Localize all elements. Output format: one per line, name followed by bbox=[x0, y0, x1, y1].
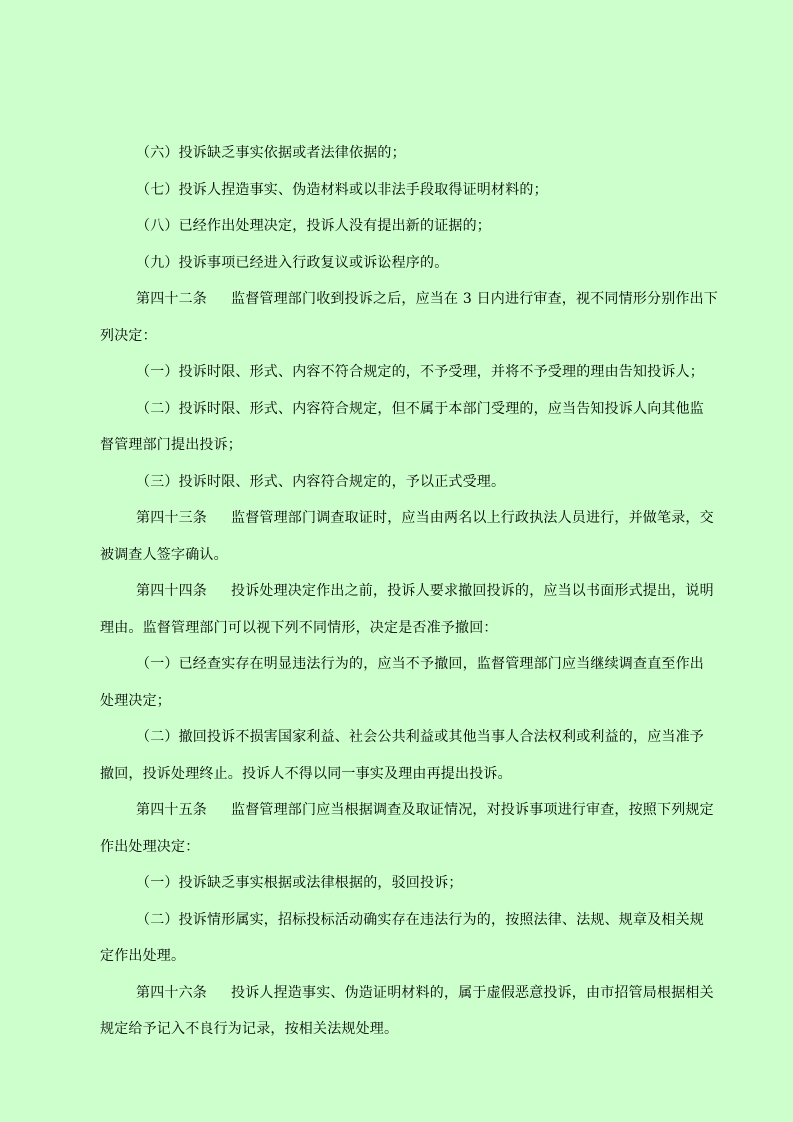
article-label: 第四十二条 bbox=[136, 291, 207, 307]
article-42-item-3: （三）投诉时限、形式、内容符合规定的，予以正式受理。 bbox=[136, 473, 506, 490]
article-label: 第四十四条 bbox=[136, 583, 207, 599]
article-42-item-2: （二）投诉时限、形式、内容符合规定，但不属于本部门受理的，应当告知投诉人向其他监 督管理部门提出投诉； bbox=[100, 400, 704, 453]
clause-8: （八）已经作出处理决定，投诉人没有提出新的证据的； bbox=[136, 218, 491, 234]
article-46 bbox=[100, 975, 714, 1048]
article-label: 第四十三条 bbox=[136, 510, 207, 526]
clause-6: （六）投诉缺乏事实依据或者法律依据的； bbox=[136, 145, 406, 161]
article-text-cont: 作出处理决定： bbox=[100, 838, 200, 855]
article-44-item-1: （一）已经查实存在明显违法行为的，应当不予撤回，监督管理部门应当继续调查直至作出 处理决定； bbox=[100, 656, 704, 709]
article-text: 投诉处理决定作出之前，投诉人要求撤回投诉的，应当以书面形式提出，说明 bbox=[231, 583, 714, 599]
clause-9: （九）投诉事项已经进入行政复议或诉讼程序的。 bbox=[136, 254, 449, 271]
article-text: 监督管理部门调查取证时，应当由两名以上行政执法人员进行，并做笔录，交 bbox=[231, 510, 714, 526]
article-45-item-2: （二）投诉情形属实，招标投标活动确实存在违法行为的，按照法律、法规、规章及相关规 定作出处理。 bbox=[100, 911, 704, 964]
article-text: 投诉人捏造事实、伪造证明材料的，属于虚假恶意投诉，由市招管局根据相关 bbox=[231, 984, 714, 1001]
article-text: 监督管理部门应当根据调查及取证情况，对投诉事项进行审查，按照下列规定 bbox=[231, 802, 714, 818]
article-43 bbox=[100, 500, 714, 573]
article-42-item-1: （一）投诉时限、形式、内容不符合规定的，不予受理，并将不予受理的理由告知投诉人； bbox=[136, 364, 704, 380]
article-text-cont: 规定给予记入不良行为记录，按相关法规处理。 bbox=[100, 1021, 399, 1037]
article-text-cont: 列决定： bbox=[100, 327, 157, 344]
article-label: 第四十六条 bbox=[136, 984, 207, 1001]
clause-7: （七）投诉人捏造事实、伪造材料或以非法手段取得证明材料的； bbox=[136, 181, 548, 198]
article-45-item-1: （一）投诉缺乏事实根据或法律根据的，驳回投诉； bbox=[136, 875, 463, 891]
article-text-cont: 理由。监督管理部门可以视下列不同情形，决定是否准予撤回： bbox=[100, 619, 498, 636]
article-44 bbox=[100, 573, 714, 646]
document-body bbox=[100, 135, 719, 1048]
article-text-cont: 被调查人签字确认。 bbox=[100, 546, 228, 563]
article-44-item-2: （二）撤回投诉不损害国家利益、社会公共利益或其他当事人合法权利或利益的，应当准予 撤回，投诉处理终止。投诉人不得以同一事实及理由再提出投诉。 bbox=[100, 729, 704, 782]
article-42 bbox=[100, 281, 719, 354]
article-text: 监督管理部门收到投诉之后，应当在 3 日内进行审查，视不同情形分别作出下 bbox=[231, 291, 719, 307]
article-45 bbox=[100, 792, 714, 865]
article-label: 第四十五条 bbox=[136, 802, 207, 818]
